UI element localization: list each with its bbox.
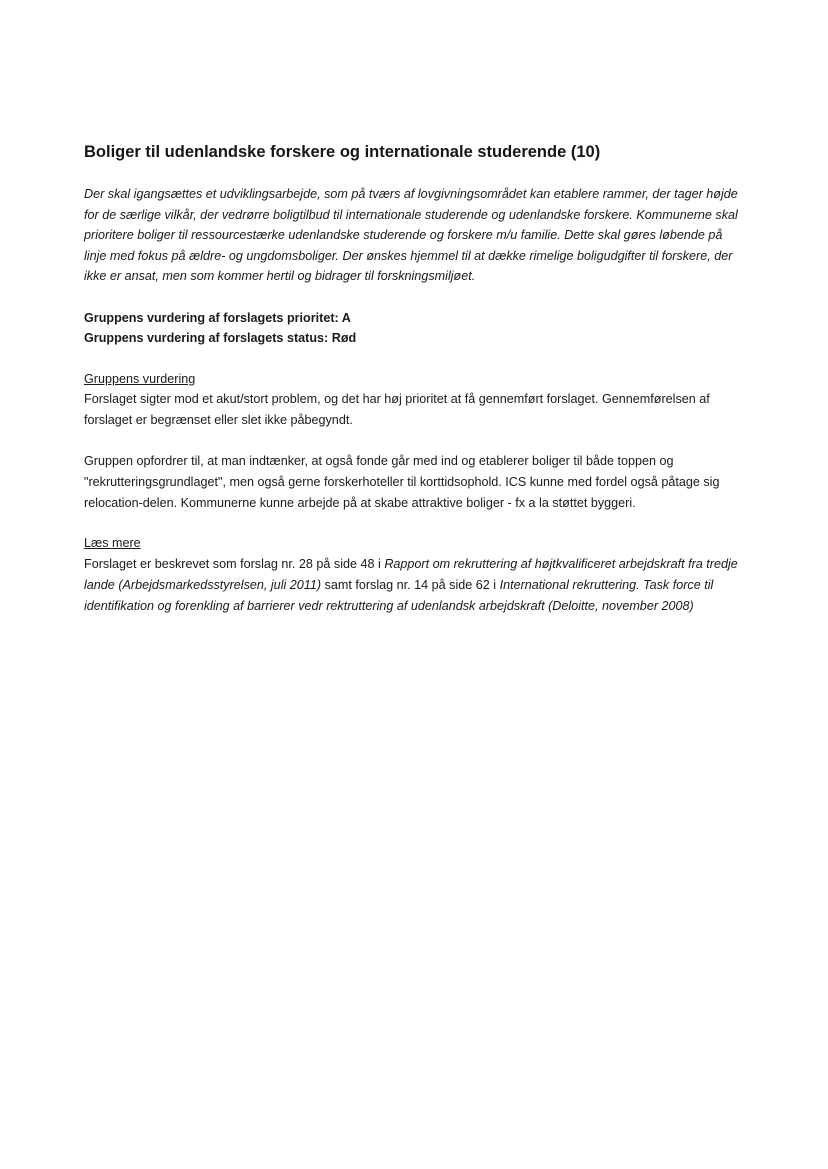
priority-line: Gruppens vurdering af forslagets prioritet: A <box>84 310 351 325</box>
read-more-heading: Læs mere <box>84 536 141 551</box>
reference-title-1: Rapport om rekruttering af højtkvalificeret arbejdskraft fra tredje lande (Arbejdsmarkedsstyrelsen, juli 2011) <box>84 556 738 592</box>
reference-title-2: International rekruttering. Task force til identifikation og forenkling af barrierer vedr rektruttering af udenlandsk arbejdskraft (Deloitte, november 2008) <box>84 577 714 613</box>
assessment-heading: Gruppens vurdering <box>84 371 196 386</box>
read-more-text-2: samt forslag nr. 14 på side 62 i <box>321 577 500 592</box>
document-title: Boliger til udenlandske forskere og internationale studerende (10) <box>84 143 601 161</box>
group-paragraph: Gruppen opfordrer til, at man indtænker, at også fonde går med ind og etablerer boliger til både toppen og "rekrutteringsgrundlaget", men også gerne forskerhoteller til korttidsophold. ICS kunne med fordel også påtage sig relocation-delen. Kommunerne kunne arbejde på at skabe attraktive boliger - fx a la støttet byggeri. <box>84 454 720 510</box>
status-line: Gruppens vurdering af forslagets status: Rød <box>84 331 357 346</box>
assessment-summary <box>84 308 744 349</box>
read-more-text-1: Forslaget er beskrevet som forslag nr. 28 på side 48 i <box>84 556 385 571</box>
assessment-paragraph: Forslaget sigter mod et akut/stort problem, og det har høj prioritet at få gennemført forslaget. Gennemførelsen af forslaget er begrænset eller slet ikke påbegyndt. <box>84 392 710 428</box>
intro-paragraph: Der skal igangsættes et udviklingsarbejde, som på tværs af lovgivningsområdet kan etablere rammer, der tager højde for de særlige vilkår, der vedrørre boligtilbud til internationale studerende og udenlandske forskere. Kommunerne skal prioritere boliger til ressourcestærke udenlandske studerende og forskere m/u familie. Dette skal gøres løbende på linje med fokus på ældre- og ungdomsboliger. Der ønskes hjemmel til at dække rimelige boligudgifter til forskere, der ikke er ansat, men som kommer hertil og bidrager til forskningsmiljøet. <box>84 187 738 284</box>
document-page <box>84 140 744 636</box>
read-more-paragraph <box>84 554 744 616</box>
